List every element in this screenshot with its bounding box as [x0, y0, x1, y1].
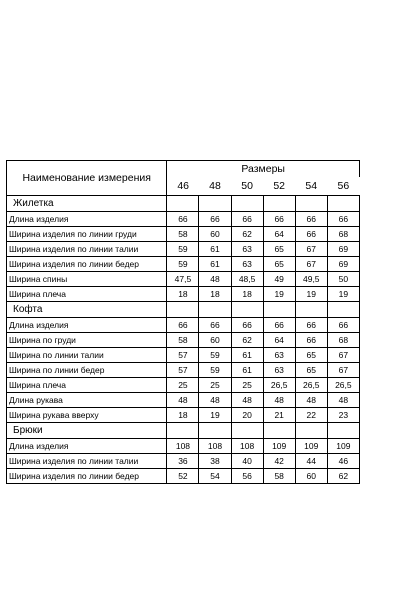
measurement-value: 69	[327, 242, 359, 257]
section-blank-cell	[199, 196, 231, 212]
measurement-value: 58	[263, 469, 295, 484]
measurement-value: 44	[295, 454, 327, 469]
measurement-value: 66	[199, 212, 231, 227]
measurement-value: 26,5	[263, 378, 295, 393]
measurement-value: 61	[199, 242, 231, 257]
section-row	[7, 302, 392, 318]
measurement-value: 66	[167, 212, 199, 227]
table-row	[7, 272, 392, 287]
measurement-value: 108	[167, 439, 199, 454]
section-blank-cell	[263, 302, 295, 318]
measurement-value: 23	[327, 408, 359, 423]
table-row	[7, 242, 392, 257]
measurement-value: 63	[231, 257, 263, 272]
section-title: Брюки	[7, 423, 167, 439]
measurement-label: Ширина рукава вверху	[7, 408, 167, 423]
measurement-value: 18	[199, 287, 231, 302]
measurement-value: 63	[263, 363, 295, 378]
measurement-value: 66	[295, 318, 327, 333]
measurement-value: 25	[231, 378, 263, 393]
measurement-value: 48	[295, 393, 327, 408]
table-row	[7, 408, 392, 423]
measurement-value: 65	[263, 257, 295, 272]
measurement-label: Ширина изделия по линии бедер	[7, 469, 167, 484]
table-row	[7, 363, 392, 378]
section-blank-cell	[263, 196, 295, 212]
measurement-label: Длина рукава	[7, 393, 167, 408]
section-blank-cell	[295, 302, 327, 318]
measurement-value: 18	[231, 287, 263, 302]
measurement-value: 26,5	[295, 378, 327, 393]
size-header-cell: 50	[231, 177, 263, 196]
table-row	[7, 212, 392, 227]
section-blank-cell	[327, 196, 359, 212]
measurement-value: 57	[167, 348, 199, 363]
section-blank-cell	[167, 302, 199, 318]
section-row	[7, 423, 392, 439]
measurement-value: 66	[199, 318, 231, 333]
measurement-value: 60	[199, 333, 231, 348]
measurement-value: 25	[167, 378, 199, 393]
measurement-value: 60	[199, 227, 231, 242]
measurement-value: 66	[327, 212, 359, 227]
table-row	[7, 348, 392, 363]
table-row	[7, 439, 392, 454]
measurement-value: 38	[199, 454, 231, 469]
table-row	[7, 287, 392, 302]
measurement-value: 109	[263, 439, 295, 454]
measurement-value: 63	[231, 242, 263, 257]
measurement-value: 48	[327, 393, 359, 408]
measurement-value: 48	[263, 393, 295, 408]
measurement-value: 64	[263, 333, 295, 348]
measurement-value: 67	[295, 242, 327, 257]
measurement-value: 18	[167, 408, 199, 423]
measurement-value: 48,5	[231, 272, 263, 287]
measurement-value: 59	[199, 363, 231, 378]
section-blank-cell	[295, 423, 327, 439]
measurement-label: Длина изделия	[7, 212, 167, 227]
measurement-value: 21	[263, 408, 295, 423]
measurement-value: 108	[199, 439, 231, 454]
measurement-value: 58	[167, 227, 199, 242]
measurement-value: 58	[167, 333, 199, 348]
measurement-value: 50	[327, 272, 359, 287]
measurement-value: 109	[327, 439, 359, 454]
measurement-value: 60	[295, 469, 327, 484]
measurement-value: 66	[167, 318, 199, 333]
size-header-cell: 52	[263, 177, 295, 196]
measurement-value: 66	[263, 212, 295, 227]
measurement-value: 66	[295, 333, 327, 348]
measurement-label: Длина изделия	[7, 439, 167, 454]
measurement-value: 66	[327, 318, 359, 333]
measurement-value: 109	[295, 439, 327, 454]
measurement-value: 62	[231, 227, 263, 242]
section-blank-cell	[327, 423, 359, 439]
measurement-label: Длина изделия	[7, 318, 167, 333]
measurement-value: 66	[231, 212, 263, 227]
measurement-label: Ширина плеча	[7, 378, 167, 393]
measurement-value: 48	[199, 393, 231, 408]
section-blank-cell	[199, 302, 231, 318]
measurement-value: 65	[263, 242, 295, 257]
measurement-value: 49	[263, 272, 295, 287]
section-title: Жилетка	[7, 196, 167, 212]
section-blank-cell	[231, 423, 263, 439]
measurement-value: 19	[199, 408, 231, 423]
measurement-value: 59	[167, 242, 199, 257]
measurement-value: 36	[167, 454, 199, 469]
measurement-value: 63	[263, 348, 295, 363]
measurement-value: 61	[231, 363, 263, 378]
measurement-value: 42	[263, 454, 295, 469]
section-blank-cell	[295, 196, 327, 212]
size-table	[6, 160, 392, 484]
measurement-value: 20	[231, 408, 263, 423]
measurement-value: 65	[295, 363, 327, 378]
measurement-value: 61	[231, 348, 263, 363]
table-row	[7, 393, 392, 408]
measurement-label: Ширина по груди	[7, 333, 167, 348]
measurement-value: 25	[199, 378, 231, 393]
section-title: Кофта	[7, 302, 167, 318]
table-row	[7, 469, 392, 484]
measurement-label: Ширина изделия по линии талии	[7, 454, 167, 469]
measurement-value: 57	[167, 363, 199, 378]
measurement-value: 66	[295, 212, 327, 227]
table-row	[7, 257, 392, 272]
measurement-value: 62	[231, 333, 263, 348]
section-blank-cell	[231, 302, 263, 318]
measurement-label: Ширина изделия по линии груди	[7, 227, 167, 242]
measurement-value: 59	[167, 257, 199, 272]
measurement-value: 52	[167, 469, 199, 484]
measurement-value: 48	[167, 393, 199, 408]
measurement-value: 22	[295, 408, 327, 423]
table-row	[7, 333, 392, 348]
measurement-value: 19	[263, 287, 295, 302]
measurement-value: 68	[327, 333, 359, 348]
measurement-label: Ширина изделия по линии талии	[7, 242, 167, 257]
table-row	[7, 227, 392, 242]
measurement-value: 54	[199, 469, 231, 484]
measurement-value: 61	[199, 257, 231, 272]
measurement-value: 62	[327, 469, 359, 484]
measurement-value: 67	[295, 257, 327, 272]
size-header-cell: 46	[167, 177, 199, 196]
measurement-value: 49,5	[295, 272, 327, 287]
measurement-value: 40	[231, 454, 263, 469]
section-blank-cell	[199, 423, 231, 439]
measurement-value: 19	[327, 287, 359, 302]
measurement-value: 26,5	[327, 378, 359, 393]
measurement-value: 48	[199, 272, 231, 287]
measurement-value: 59	[199, 348, 231, 363]
section-blank-cell	[167, 423, 199, 439]
section-blank-cell	[327, 302, 359, 318]
measurement-value: 66	[295, 227, 327, 242]
section-row	[7, 196, 392, 212]
measurement-value: 65	[295, 348, 327, 363]
measurement-label: Ширина по линии талии	[7, 348, 167, 363]
measurement-value: 56	[231, 469, 263, 484]
table-row	[7, 318, 392, 333]
measurement-value: 64	[263, 227, 295, 242]
measurement-value: 108	[231, 439, 263, 454]
measurement-value: 66	[263, 318, 295, 333]
measurement-value: 66	[231, 318, 263, 333]
measurement-label: Ширина спины	[7, 272, 167, 287]
section-blank-cell	[167, 196, 199, 212]
table-header-row	[7, 161, 392, 178]
measurement-label: Ширина по линии бедер	[7, 363, 167, 378]
measurement-value: 18	[167, 287, 199, 302]
section-blank-cell	[231, 196, 263, 212]
measurement-label: Ширина изделия по линии бедер	[7, 257, 167, 272]
size-table-body	[7, 161, 392, 484]
measurement-label: Ширина плеча	[7, 287, 167, 302]
table-row	[7, 454, 392, 469]
measurement-value: 47,5	[167, 272, 199, 287]
measurement-value: 46	[327, 454, 359, 469]
table-row	[7, 378, 392, 393]
size-header-cell: 54	[295, 177, 327, 196]
sizes-header: Размеры	[167, 161, 359, 178]
measurement-value: 48	[231, 393, 263, 408]
measurement-value: 68	[327, 227, 359, 242]
section-blank-cell	[263, 423, 295, 439]
measurement-value: 69	[327, 257, 359, 272]
size-header-cell: 56	[327, 177, 359, 196]
measurement-value: 67	[327, 363, 359, 378]
measurement-value: 19	[295, 287, 327, 302]
size-header-cell: 48	[199, 177, 231, 196]
measurement-name-header: Наименование измерения	[7, 161, 167, 196]
measurement-value: 67	[327, 348, 359, 363]
